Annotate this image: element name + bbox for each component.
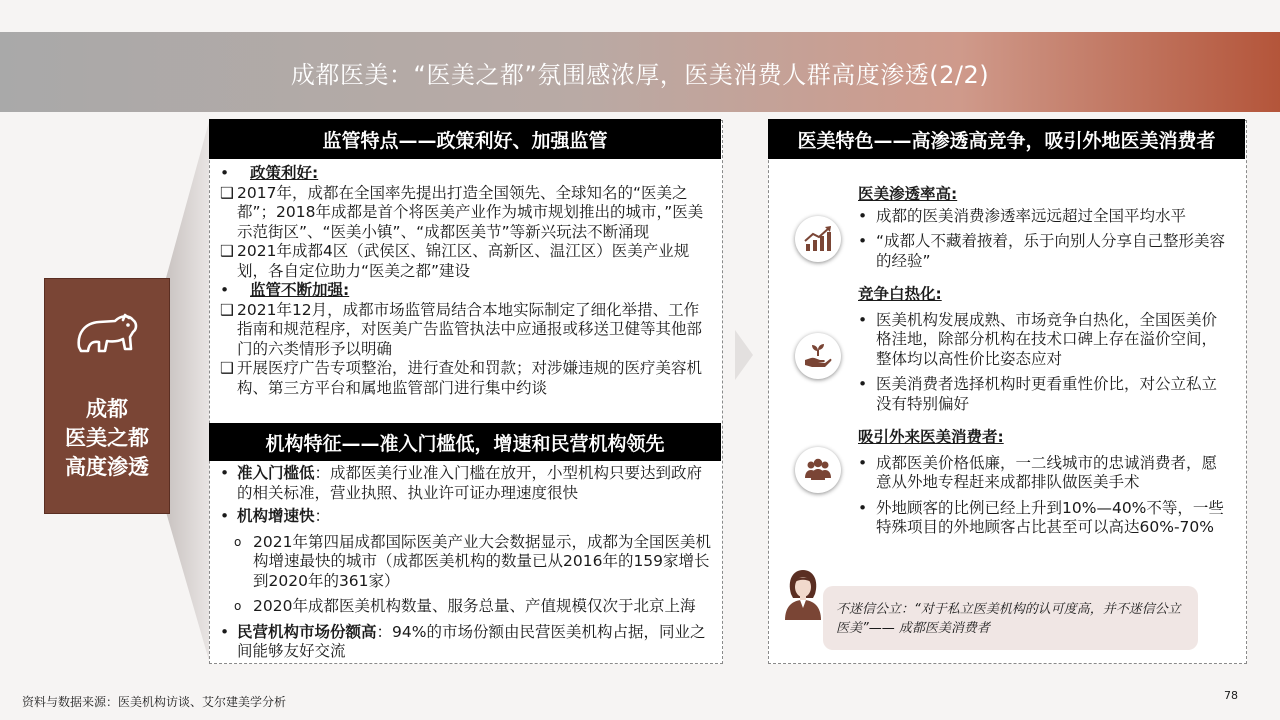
page-title: 成都医美：“医美之都”氛围感浓厚，医美消费人群高度渗透(2/2) (290, 60, 990, 89)
list-item: • 医美机构发展成熟、市场竞争白热化，全国医美价格洼地，除部分机构在技术口碑上存在溢价空间，整体均以高性价比姿态应对 (858, 310, 1218, 368)
topic-label: 成都 医美之都 高度渗透 (65, 397, 149, 479)
private-heading: 民营机构市场份额高 (237, 622, 377, 641)
features-content (858, 185, 1226, 538)
list-item: • 外地顾客的比例已经上升到10%—40%不等，一些特殊项目的外地顾客占比甚至可以高达60%-70% (858, 498, 1224, 536)
policy-heading-row: • 政策利好: (220, 164, 712, 184)
growth-chart-icon (795, 216, 841, 262)
list-item: o 2021年第四届成都国际医美产业大会数据显示，成都为全国医美机构增速最快的城市（成都医美机构的数量已从2016年的159家增长到2020年的361家） (234, 532, 711, 590)
connector-wedge (166, 118, 210, 664)
woman-avatar-icon (783, 568, 823, 620)
list-item: • 准入门槛低：成都医美行业准入门槛在放开，小型机构只要达到政府的相关标准，营业执照、执业许可证办理速度很快 (220, 464, 703, 502)
arrow-right-icon (735, 330, 755, 380)
list-item: • “成都人不藏着掖着，乐于向别人分享自己整形美容的经验” (858, 232, 1226, 270)
bear-icon (75, 307, 139, 359)
source-note: 资料与数据来源：医美机构访谈、艾尔建美学分析 (22, 695, 287, 709)
list-item: • 成都医美价格低廉，一二线城市的忠诚消费者，愿意从外地专程赶来成都排队做医美手术 (858, 453, 1218, 491)
list-item: ❑ 2021年12月，成都市场监管局结合本地实际制定了细化举措、工作指南和规范程序，对医美广告监管执法中应通报或移送卫健等其他部门的六类情形予以明确 (220, 300, 703, 358)
regulation-header: 监管特点——政策利好、加强监管 (209, 119, 721, 159)
list-item: • 民营机构市场份额高：94%的市场份额由民营医美机构占据，同业之间能够友好交流 (220, 622, 706, 660)
section-heading: 竞争白热化: (858, 285, 942, 303)
consumer-quote: 不迷信公立：“对于私立医美机构的认可度高，并不迷信公立医美”—— 成都医美消费者 (836, 602, 1181, 636)
features-header: 医美特色——高渗透高竞争，吸引外地医美消费者 (768, 119, 1245, 159)
list-item: • 医美消费者选择机构时更看重性价比，对公立私立没有特别偏好 (858, 375, 1218, 413)
section-heading: 医美渗透率高: (858, 185, 958, 203)
institution-content (220, 464, 712, 662)
list-item: ❑ 开展医疗广告专项整治，进行查处和罚款；对涉嫌违规的医疗美容机构、第三方平台和属地监管部门进行集中约谈 (220, 359, 703, 397)
entry-heading: 准入门槛低 (237, 464, 315, 482)
policy-heading: 政策利好: (250, 164, 319, 182)
growth-heading: 机构增速快 (237, 507, 315, 525)
title-banner (0, 32, 1280, 112)
page-number: 78 (1224, 689, 1238, 702)
supervision-heading-row: • 监管不断加强: (220, 281, 712, 301)
topic-box (44, 278, 170, 514)
regulation-content (220, 164, 712, 398)
section-heading: 吸引外来医美消费者: (858, 428, 1004, 446)
list-item: • 机构增速快： (220, 507, 331, 525)
list-item: ❑ 2017年，成都在全国率先提出打造全国领先、全球知名的“医美之都”；2018年成都是首个将医美产业作为城市规划推出的城市，”医美示范街区”、“医美小镇”、“成都医美节”等新兴玩法不断涌现 (220, 183, 704, 241)
hand-plant-icon (795, 333, 841, 379)
list-item: ❑ 2021年成都4区（武侯区、锦江区、高新区、温江区）医美产业规划，各自定位助力“医美之都”建设 (220, 242, 690, 280)
list-item: o 2020年成都医美机构数量、服务总量、产值规模仅次于北京上海 (234, 597, 696, 615)
supervision-heading: 监管不断加强: (250, 281, 350, 299)
group-people-icon (795, 447, 841, 493)
institution-header: 机构特征——准入门槛低，增速和民营机构领先 (209, 423, 721, 461)
list-item: • 成都的医美消费渗透率远远超过全国平均水平 (858, 206, 1187, 225)
